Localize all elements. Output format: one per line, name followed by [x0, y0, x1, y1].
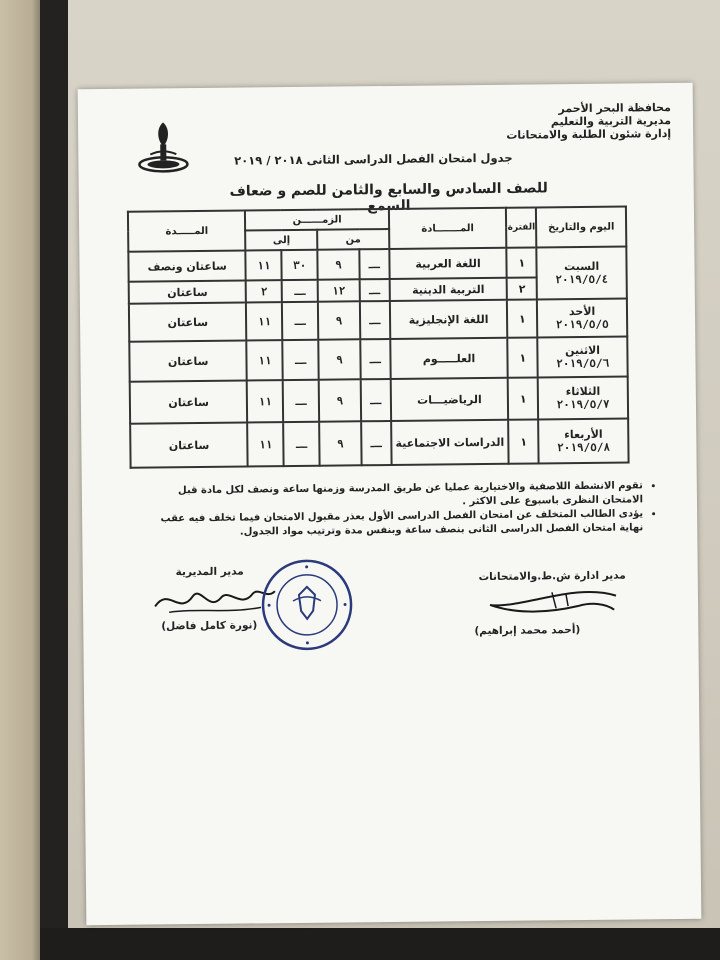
from-dash-cell: ـــ	[360, 279, 390, 301]
header-time: الزمــــــن	[245, 209, 388, 230]
day-date-cell	[537, 247, 627, 300]
issuer-line-department: إدارة شئون الطلبة والامتحانات	[506, 127, 672, 142]
table-row	[130, 376, 628, 423]
from-dash-cell: ـــ	[360, 301, 390, 339]
note-item: • يؤدى الطالب المتخلف عن امتحان الفصل الدراسى الأول بعذر مقبول الامتحان فيما تخلف فيه عقب نهاية امتحان الفصل الدراسى الثانى بنصف ساعة وبنفس مدة وترتيب مواد الجدول.	[137, 507, 643, 540]
duration-cell: ساعتان ونصف	[128, 250, 246, 281]
table-row	[130, 418, 628, 467]
issuer-line-governorate: محافظة البحر الأحمر	[558, 101, 671, 116]
to-minute-cell: ـــ	[283, 422, 319, 466]
to-minute-cell: ـــ	[282, 280, 318, 302]
table-row	[129, 337, 627, 382]
department-head-signature-icon	[482, 584, 622, 619]
day-name: الاثنين	[564, 343, 601, 358]
issuer-line-directorate: مديرية التربية والتعليم	[550, 114, 672, 129]
from-hour-cell: ٩	[317, 249, 359, 279]
ministry-logo-icon	[136, 114, 191, 175]
from-dash-cell: ـــ	[361, 421, 391, 465]
notes-section	[137, 479, 658, 540]
table-row	[128, 247, 626, 282]
to-minute-cell: ٣٠	[282, 250, 318, 280]
director-name: (نورة كامل فاضل)	[161, 619, 258, 633]
period-cell: ٢	[507, 277, 537, 299]
table-row	[129, 299, 627, 342]
subject-cell: الرياضيـــات	[390, 378, 508, 421]
exam-schedule-document	[78, 83, 702, 925]
from-dash-cell: ـــ	[360, 339, 390, 379]
to-minute-cell: ـــ	[283, 380, 319, 422]
period-cell: ١	[508, 337, 538, 377]
issuer-header	[461, 101, 671, 142]
header-day-date: اليوم والتاريخ	[536, 207, 626, 248]
duration-cell: ساعتان	[129, 302, 247, 341]
duration-cell: ساعتان	[129, 280, 247, 303]
period-cell: ١	[508, 377, 538, 419]
director-title: مدير المديرية	[175, 565, 244, 579]
to-minute-cell: ـــ	[283, 340, 319, 380]
subject-cell: الدراسات الاجتماعية	[391, 420, 509, 465]
desk-bottom-edge	[40, 928, 720, 960]
department-head-title: مدير ادارة ش.ط.والامتحانات	[478, 569, 626, 584]
period-cell: ١	[508, 419, 538, 463]
to-hour-cell: ١١	[247, 340, 283, 380]
day-name: السبت	[563, 259, 600, 274]
official-seal-icon	[259, 556, 356, 653]
day-name: الأحد	[568, 304, 596, 319]
to-hour-cell: ١١	[246, 302, 282, 340]
day-date-cell	[537, 299, 627, 338]
exam-date: ٢٠١٩/٥/٨	[557, 440, 611, 455]
exam-date: ٢٠١٩/٥/٥	[555, 317, 609, 332]
from-dash-cell: ـــ	[359, 249, 389, 279]
period-cell: ١	[507, 299, 537, 337]
from-hour-cell: ١٢	[318, 279, 360, 301]
from-dash-cell: ـــ	[361, 379, 391, 421]
period-cell: ١	[507, 247, 537, 277]
document-subtitle: للصف السادس والسابع والثامن للصم و ضعاف السمع	[229, 180, 548, 215]
day-name: الأربعاء	[564, 427, 603, 442]
to-minute-cell: ـــ	[282, 302, 318, 340]
subject-cell: اللغة العربية	[389, 248, 507, 279]
document-title: جدول امتحان الفصل الدراسى الثانى ٢٠١٨ / ٢٠١٩	[234, 150, 513, 168]
subject-cell: التربية الدينية	[389, 278, 507, 301]
exam-date: ٢٠١٩/٥/٤	[555, 272, 609, 287]
from-hour-cell: ٩	[319, 421, 361, 465]
from-hour-cell: ٩	[318, 301, 360, 339]
day-date-cell	[538, 376, 628, 419]
header-from: من	[317, 229, 389, 250]
header-duration: المـــــدة	[128, 210, 246, 251]
department-head-name: (أحمد محمد إبراهيم)	[474, 624, 581, 638]
exam-date: ٢٠١٩/٥/٦	[556, 356, 610, 371]
table-header-row	[128, 207, 626, 232]
header-period: الفترة	[506, 207, 536, 247]
duration-cell: ساعتان	[130, 422, 248, 467]
desk-edge	[40, 0, 68, 960]
duration-cell: ساعتان	[129, 340, 247, 381]
exam-date: ٢٠١٩/٥/٧	[556, 397, 610, 412]
subject-cell: اللغة الإنجليزية	[390, 300, 508, 339]
day-name: الثلاثاء	[565, 384, 601, 399]
to-hour-cell: ٢	[246, 280, 282, 302]
header-to: إلى	[246, 230, 318, 251]
from-hour-cell: ٩	[319, 379, 361, 421]
header-subject: المـــــــادة	[389, 208, 507, 249]
subject-cell: العلـــــوم	[390, 338, 508, 379]
note-item: • تقوم الانشطة اللاصفية والاختيارية عمليا عن طريق المدرسة وزمنها ساعة ونصف لكل مادة قبل الامتحان النظرى باسبوع على الاكثر .	[137, 479, 643, 512]
exam-schedule-table	[127, 205, 630, 468]
from-hour-cell: ٩	[318, 339, 360, 379]
duration-cell: ساعتان	[130, 380, 248, 423]
to-hour-cell: ١١	[248, 422, 284, 466]
to-hour-cell: ١١	[247, 380, 283, 422]
day-date-cell	[538, 418, 628, 463]
to-hour-cell: ١١	[246, 250, 282, 280]
day-date-cell	[538, 337, 628, 378]
